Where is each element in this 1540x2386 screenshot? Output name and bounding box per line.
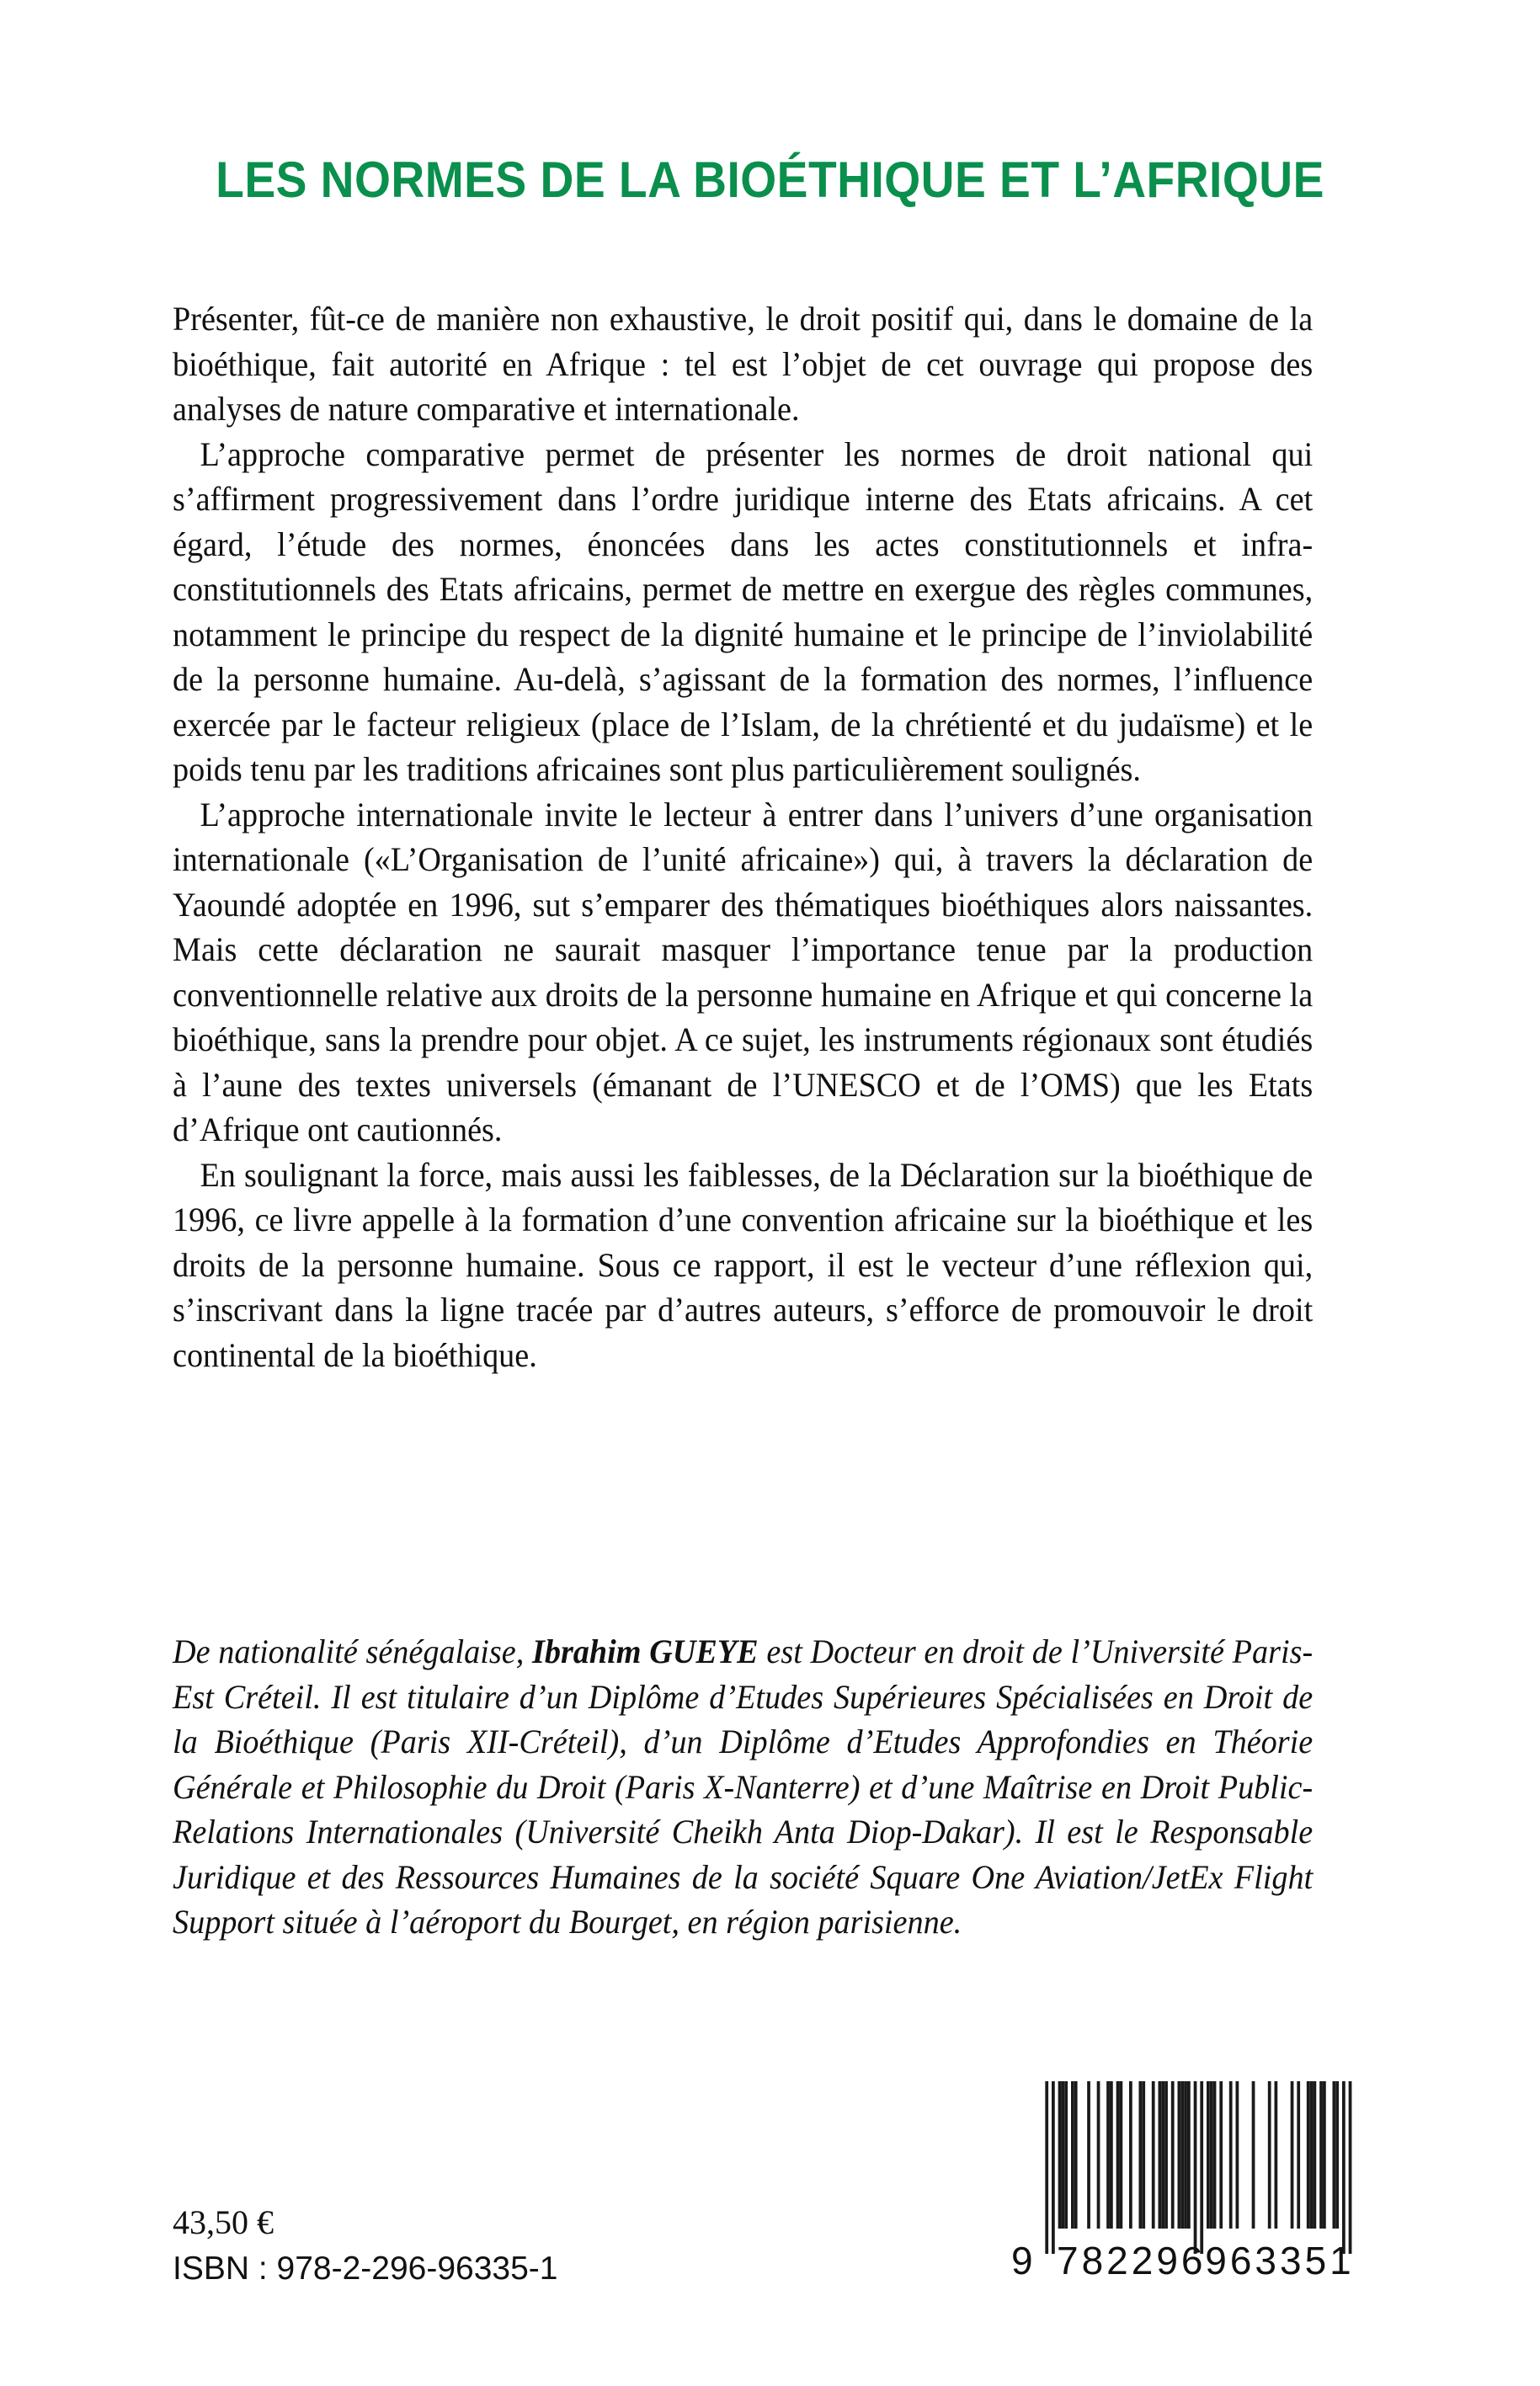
barcode-digits	[1008, 2237, 1367, 2283]
isbn-label: ISBN : 978-2-296-96335-1	[173, 2250, 558, 2287]
blurb-paragraph: L’approche comparative permet de présenter les normes de droit national qui s’affirment progressivement dans l’ordre juridique interne des Etats africains. A cet égard, l’étude des normes, énoncées dans les actes constitutionnels et infra-constitutionnels des Etats africains, permet de mettre en exergue des règles communes, notamment le principe du respect de la dignité humaine et le principe de l’inviolabilité de la personne humaine. Au-delà, s’agissant de la formation des normes, l’influence exercée par le facteur religieux (place de l’Islam, de la chrétienté et du judaïsme) et le poids tenu par les traditions africaines sont plus particulièrement soulignés.	[173, 434, 1314, 788]
barcode-lead-digit: 9	[1011, 2239, 1034, 2282]
page-title: LES NORMES DE LA BIOÉTHIQUE ET L’AFRIQUE	[216, 152, 1324, 209]
author-bio-intro: De nationalité sénégalaise,	[173, 1632, 532, 1670]
barcode-left-group: 782296	[1057, 2239, 1207, 2282]
blurb-paragraph: En soulignant la force, mais aussi les faiblesses, de la Déclaration sur la bioéthique de 1996, ce livre appelle à la formation d’une convention africaine sur la bioéthique et les droits de la personne humaine. Sous ce rapport, il est le vecteur d’une réflexion qui, s’inscrivant dans la ligne tracée par d’autres auteurs, s’efforce de promouvoir le droit continental de la bioéthique.	[173, 1155, 1314, 1374]
blurb-paragraph: L’approche internationale invite le lecteur à entrer dans l’univers d’une organisation internationale («L’Organisation de l’unité africaine») qui, à travers la déclaration de Yaoundé adoptée en 1996, sut s’emparer des thématiques bioéthiques alors naissantes. Mais cette déclaration ne saurait masquer l’importance tenue par la production conventionnelle relative aux droits de la personne humaine en Afrique et qui concerne la bioéthique, sans la prendre pour objet. A ce sujet, les instruments régionaux sont étudiés à l’aune des textes universels (émanant de l’UNESCO et de l’OMS) que les Etats d’Afrique ont cautionnés.	[173, 795, 1314, 1148]
author-name: Ibrahim GUEYE	[531, 1632, 759, 1670]
author-bio	[173, 1629, 1313, 1945]
barcode-right-group: 963351	[1205, 2239, 1355, 2282]
author-bio-rest: est Docteur en droit de l’Université Paris-Est Créteil. Il est titulaire d’un Diplôme d’Etudes Supérieures Spécialisées en Droit de la Bioéthique (Paris XII-Créteil), d’un Diplôme d’Etudes Approfondies en Théorie Générale et Philosophie du Droit (Paris X-Nanterre) et d’une Maîtrise en Droit Public-Relations Internationales (Université Cheikh Anta Diop-Dakar). Il est le Responsable Juridique et des Ressources Humaines de la société Square One Aviation/JetEx Flight Support située à l’aéroport du Bourget, en région parisienne.	[173, 1632, 1314, 1941]
blurb-paragraph: Présenter, fût-ce de manière non exhaustive, le droit positif qui, dans le domaine de la bioéthique, fait autorité en Afrique : tel est l’objet de cet ouvrage qui propose des analyses de nature comparative et internationale.	[173, 300, 1314, 428]
blurb-text-block	[173, 296, 1313, 1377]
barcode	[1013, 2081, 1361, 2283]
price-label: 43,50 €	[173, 2203, 274, 2241]
